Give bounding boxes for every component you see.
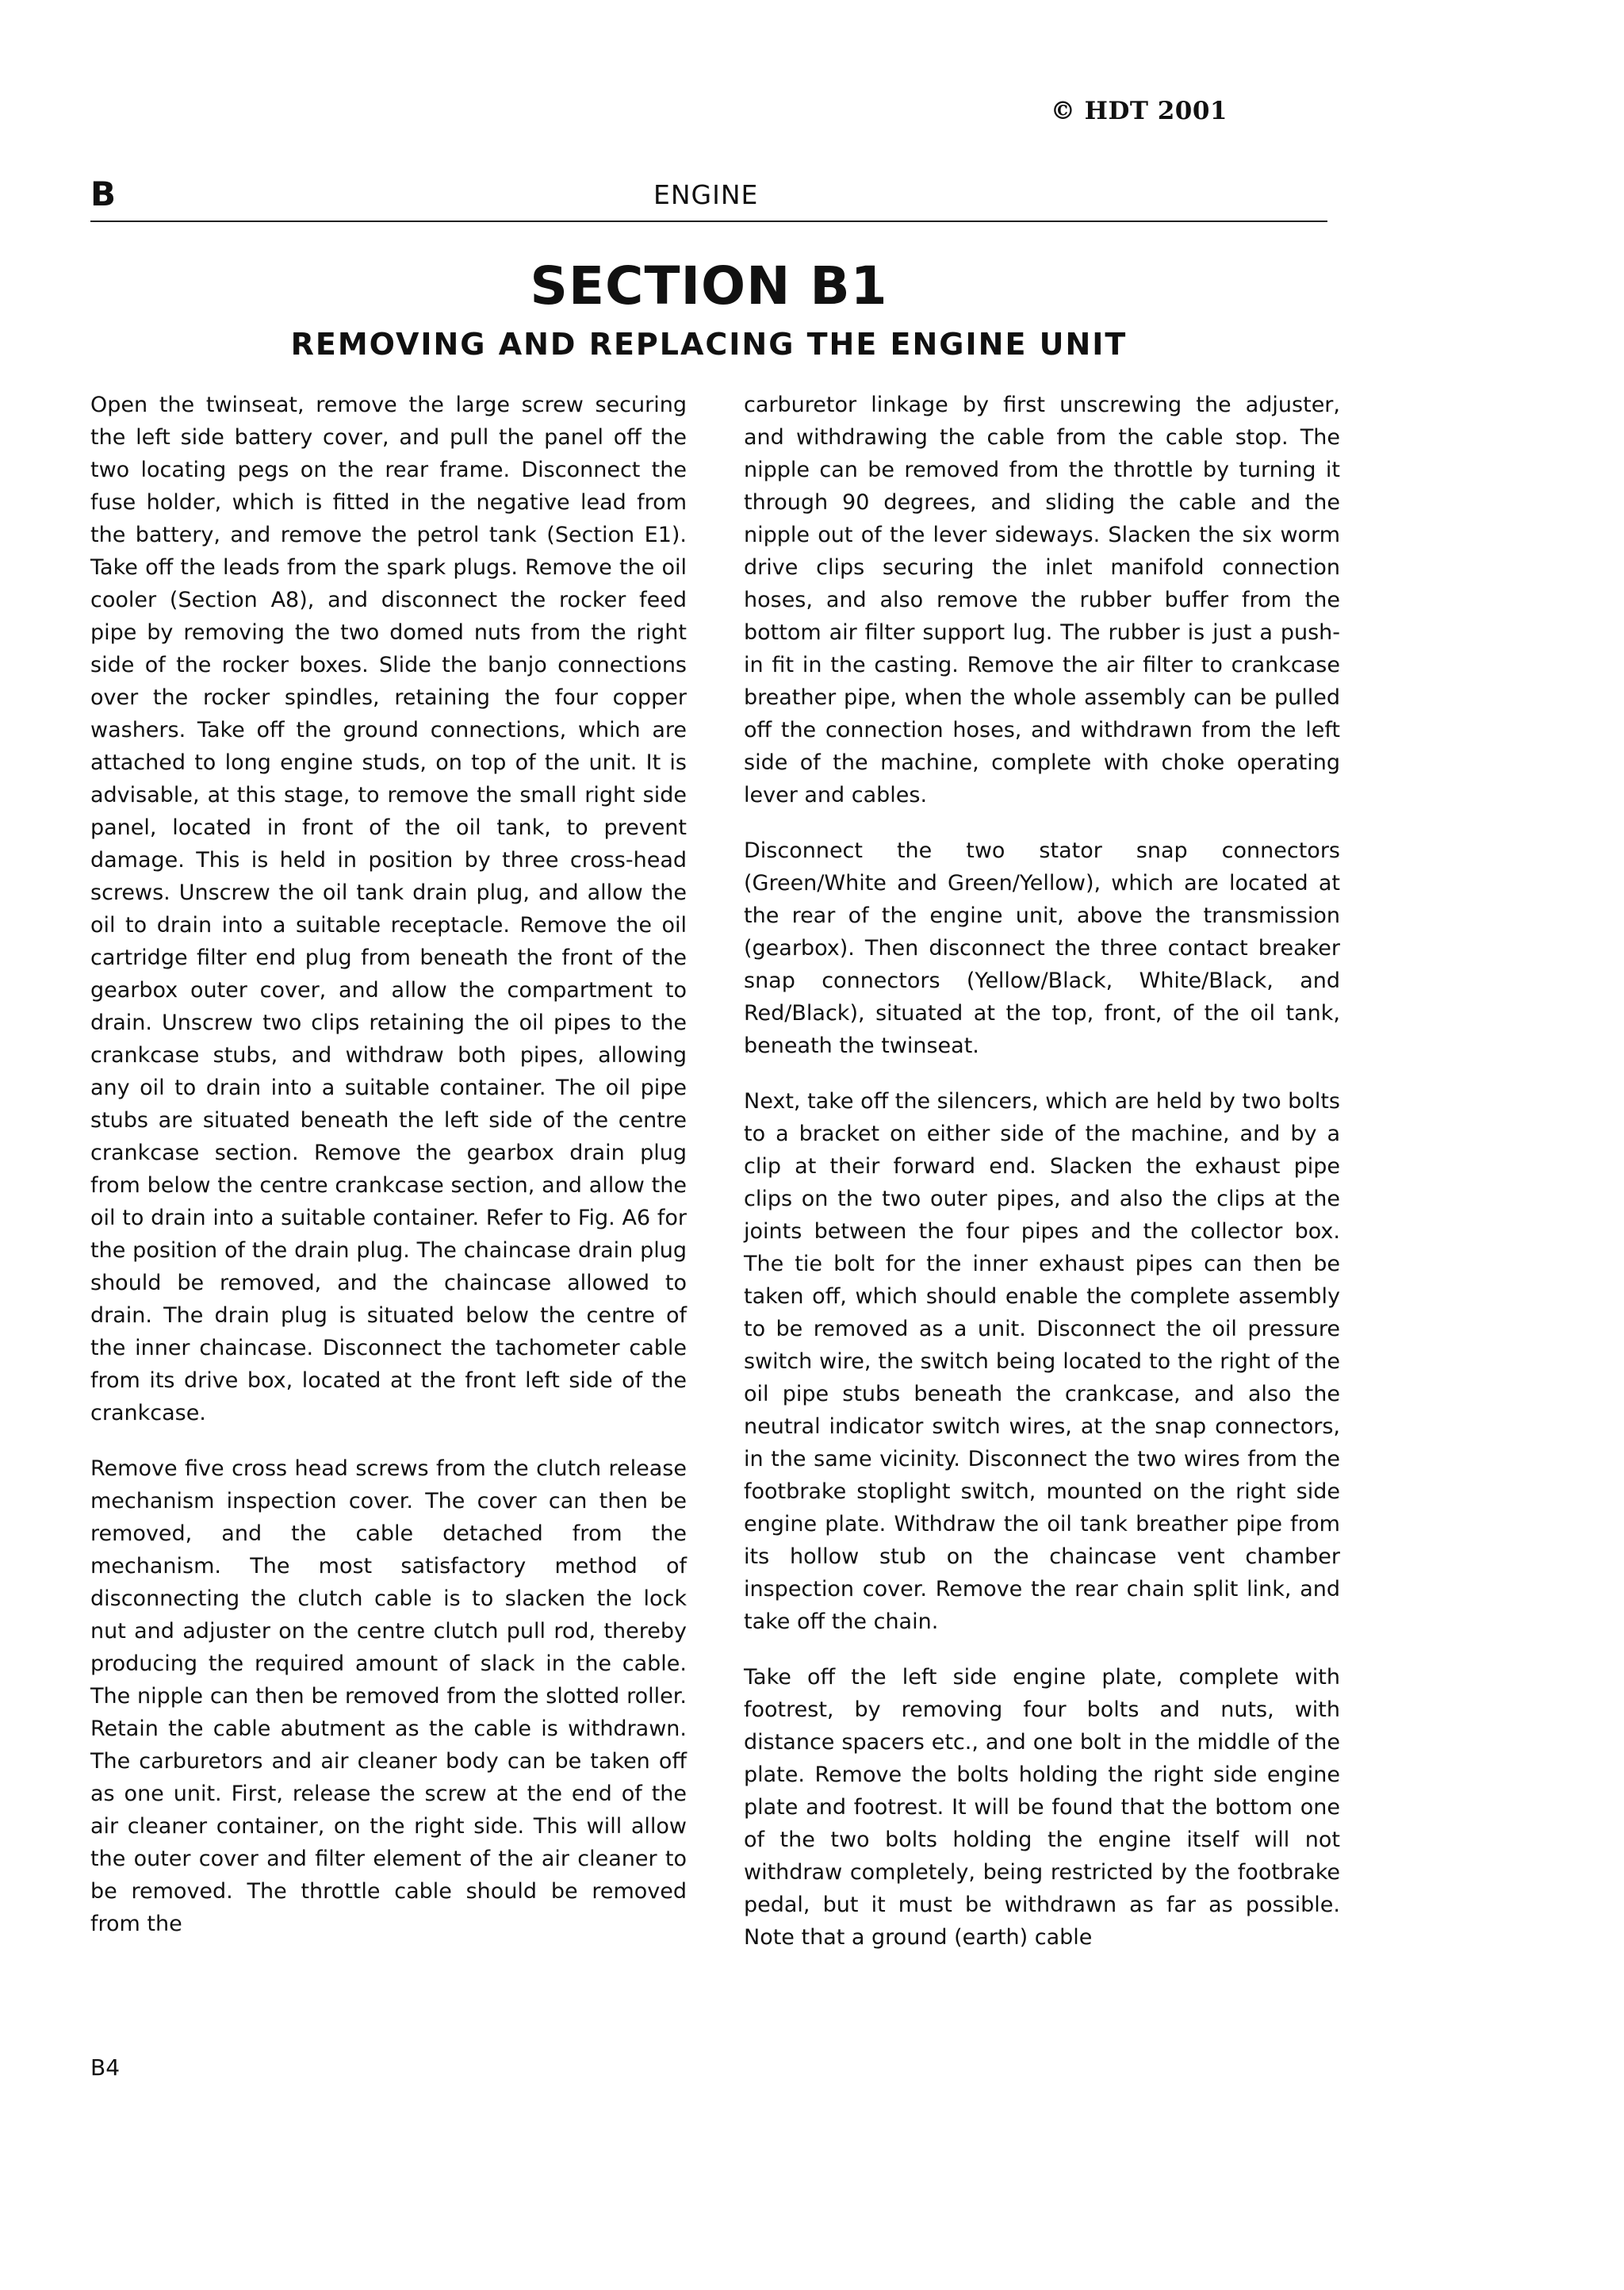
section-heading: SECTION B1 xyxy=(530,255,888,316)
body-paragraph: Disconnect the two stator snap connectors (Green/White and Green/Yellow), which are located at the rear of the engine unit, above the transmission (gearbox). Then disconnect the three contact breaker snap connectors (Yellow/Black, White/Black, and Red/Black), situated at the top, front, of the oil tank, beneath the twinseat. xyxy=(744,838,1340,1058)
body-paragraph: Open the twinseat, remove the large screw securing the left side battery cover, and pull the panel off the two locating pegs on the rear frame. Disconnect the fuse holder, which is fitted in the negative lead from the battery, and remove the petrol tank (Section E1). Take off the leads from the spark plugs. Remove the oil cooler (Section A8), and disconnect the rocker feed pipe by removing the two domed nuts from the right side of the rocker boxes. Slide the banjo connections over the rocker spindles, retaining the four copper washers. Take off the ground connections, which are attached to long engine studs, on top of the unit. It is advisable, at this stage, to remove the small right side panel, located in front of the oil tank, to prevent damage. This is held in position by three cross-head screws. Unscrew the oil tank drain plug, and allow the oil to drain into a suitable receptacle. Remove the oil cartridge filter end plug from beneath the front of the gearbox outer cover, and allow the compartment to drain. Unscrew two clips retaining the oil pipes to the crankcase stubs, and withdraw both pipes, allowing any oil to drain into a suitable container. The oil pipe stubs are situated beneath the left side of the centre crankcase section. Remove the gearbox drain plug from below the centre crankcase section, and allow the oil to drain into a suitable container. Refer to Fig. A6 for the position of the drain plug. The chaincase drain plug should be removed, and the chaincase allowed to drain. The drain plug is situated below the centre of the inner chaincase. Disconnect the tachometer cable from its drive box, located at the front left side of the crankcase. xyxy=(90,393,687,1425)
body-paragraph: Next, take off the silencers, which are held by two bolts to a bracket on either side of the machine, and by a clip at their forward end. Slacken the exhaust pipe clips on the two outer pipes, and also the clips at the joints between the four pipes and the collector box. The tie bolt for the inner exhaust pipes can then be taken off, which should enable the complete assembly to be removed as a unit. Disconnect the oil pressure switch wire, the switch being located to the right of the oil pipe stubs beneath the crankcase, and also the neutral indicator switch wires, at the snap connectors, in the same vicinity. Disconnect the two wires from the footbrake stoplight switch, mounted on the right side engine plate. Withdraw the oil tank breather pipe from its hollow stub on the chaincase vent chamber inspection cover. Remove the rear chain split link, and take off the chain. xyxy=(744,1089,1340,1634)
body-paragraph: Take off the left side engine plate, complete with footrest, by removing four bolts and nuts, with distance spacers etc., and one bolt in the middle of the plate. Remove the bolts holding the right side engine plate and footrest. It will be found that the bottom one of the two bolts holding the engine itself will not withdraw completely, being restricted by the footbrake pedal, but it must be withdrawn as far as possible. Note that a ground (earth) cable xyxy=(744,1665,1340,1950)
chapter-title: ENGINE xyxy=(653,179,759,210)
page-number: B4 xyxy=(90,2054,121,2081)
section-letter: B xyxy=(90,175,117,213)
right-column xyxy=(744,389,1340,1977)
body-paragraph: Remove five cross head screws from the clutch release mechanism inspection cover. The cover can then be removed, and the cable detached from the mechanism. The most satisfactory method of disconnecting the clutch cable is to slacken the lock nut and adjuster on the centre clutch pull rod, thereby producing the required amount of slack in the cable. The nipple can then be removed from the slotted roller. Retain the cable abutment as the cable is withdrawn. The carburetors and air cleaner body can be taken off as one unit. First, release the screw at the end of the air cleaner container, on the right side. This will allow the outer cover and filter element of the air cleaner to be removed. The throttle cable should be removed from the xyxy=(90,1456,687,1936)
copyright-notice: © HDT 2001 xyxy=(1050,97,1228,125)
left-column xyxy=(90,389,687,1963)
body-paragraph: carburetor linkage by first unscrewing the adjuster, and withdrawing the cable from the cable stop. The nipple can be removed from the throttle by turning it through 90 degrees, and sliding the cable and the nipple out of the lever sideways. Slacken the six worm drive clips securing the inlet manifold connection hoses, and also remove the rubber buffer from the bottom air filter support lug. The rubber is just a push-in fit in the casting. Remove the air filter to crankcase breather pipe, when the whole assembly can be pulled off the connection hoses, and withdrawn from the left side of the machine, complete with choke operating lever and cables. xyxy=(744,393,1340,807)
section-subheading: REMOVING AND REPLACING THE ENGINE UNIT xyxy=(290,327,1128,362)
page-header xyxy=(90,175,1327,222)
header-divider xyxy=(90,221,1327,222)
